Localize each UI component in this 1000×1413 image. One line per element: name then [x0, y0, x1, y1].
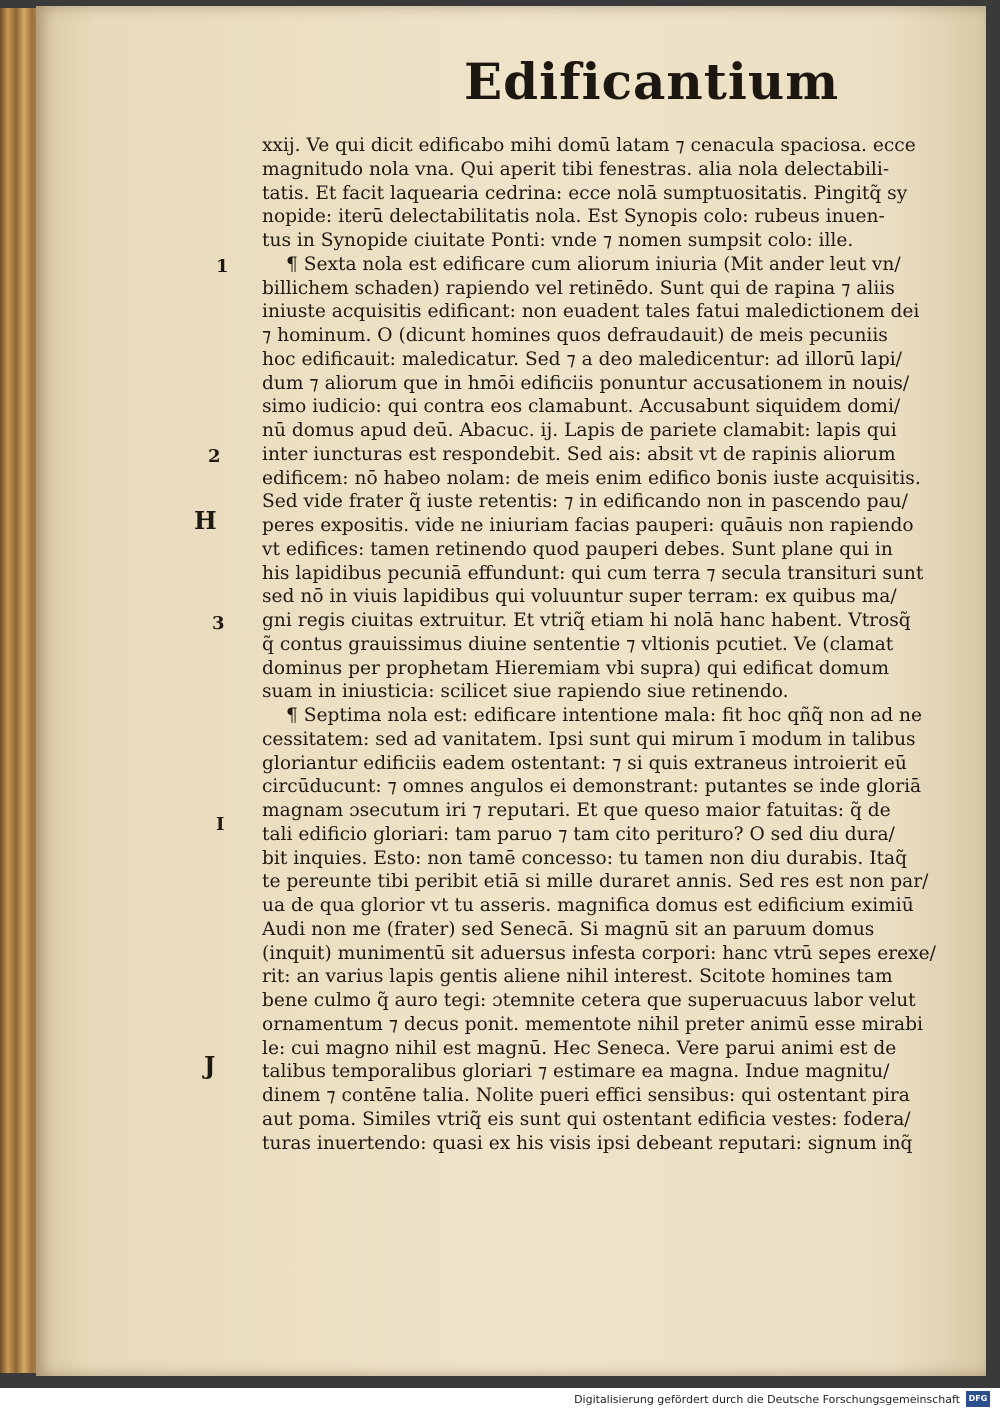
margin-mark: 2: [208, 446, 221, 467]
running-head: Edificantium: [464, 52, 840, 111]
text-line: Sed vide frater q̃ iuste retentis: ⁊ in edificando non in pascendo pau/: [262, 491, 908, 513]
margin-mark: H: [194, 506, 217, 535]
text-line: rit: an varius lapis gentis aliene nihil interest. Scitote homines tam: [262, 966, 893, 988]
text-line: vt edifices: tamen retinendo quod pauperi debes. Sunt plane qui in: [262, 538, 893, 560]
text-line: dominus per prophetam Hieremiam vbi supra) qui edificat domum: [262, 657, 890, 679]
text-line: cessitatem: sed ad vanitatem. Ipsi sunt qui mirum ī modum in talibus: [262, 728, 916, 750]
dfg-logo: DFG: [966, 1391, 990, 1407]
text-line: turas inuertendo: quasi ex his visis ipsi debeant reputari: signum inq̃: [262, 1132, 913, 1154]
text-line: le: cui magno nihil est magnū. Hec Seneca. Vere parui animi est de: [262, 1037, 897, 1059]
text-line: xxij. Ve qui dicit edificabo mihi domū latam ⁊ cenacula spaciosa. ecce: [262, 135, 916, 156]
text-line: tus in Synopide ciuitate Ponti: vnde ⁊ nomen sumpsit colo: ille.: [262, 230, 854, 251]
text-line: gloriantur edificiis eadem ostentant: ⁊ si quis extraneus introierit eū: [262, 752, 907, 774]
text-line: simo iudicio: qui contra eos clamabunt. Accusabunt siquidem domi/: [262, 396, 901, 418]
text-line: q̃ contus grauissimus diuine sententie ⁊ vltionis pcutiet. Ve (clamat: [262, 633, 894, 655]
text-line: magnitudo nola vna. Qui aperit tibi fenestras. alia nola delectabili-: [262, 158, 890, 180]
text-line: dum ⁊ aliorum que in hmōi edificiis ponuntur accusationem in nouis/: [262, 372, 910, 394]
book-fore-edge: [0, 8, 40, 1373]
text-line: tatis. Et facit laquearia cedrina: ecce nolā sumptuositatis. Pingitq̃ sy: [262, 182, 908, 204]
text-line: hoc edificauit: maledicatur. Sed ⁊ a deo maledicentur: ad illorū lapi/: [262, 348, 902, 370]
text-line: talibus temporalibus gloriari ⁊ estimare ea magna. Indue magnitu/: [262, 1061, 890, 1083]
text-line: peres expositis. vide ne iniuriam facias pauperi: quāuis non rapiendo: [262, 515, 914, 536]
body-text: [262, 134, 967, 1155]
text-line: te pereunte tibi peribit etiā si mille duraret annis. Sed res est non par/: [262, 871, 929, 893]
text-line: ornamentum ⁊ decus ponit. mementote nihil preter animū esse mirabi: [262, 1013, 923, 1035]
margin-mark: I: [216, 814, 225, 835]
text-line: suam in iniusticia: scilicet siue rapiendo siue retinendo.: [262, 681, 789, 703]
book-page: [36, 6, 986, 1376]
text-line: inter iuncturas est respondebit. Sed ais: absit vt de rapinis aliorum: [262, 443, 896, 465]
text-line: gni regis ciuitas extruitur. Et vtriq̃ etiam hi nolā hanc habent. Vtrosq̃: [262, 610, 911, 631]
text-line: bit inquies. Esto: non tamē concesso: tu tamen non diu durabis. Itaq̃: [262, 847, 908, 869]
margin-mark: J: [204, 1051, 216, 1080]
funding-notice: Digitalisierung gefördert durch die Deutsche Forschungsgemeinschaft: [574, 1393, 960, 1406]
text-line: aut poma. Similes vtriq̃ eis sunt qui ostentant edificia vestes: fodera/: [262, 1108, 911, 1130]
text-line: ¶ Sexta nola est edificare cum aliorum iniuria (Mit ander leut vn/: [286, 253, 901, 275]
text-line: edificem: nō habeo nolam: de meis enim edifico bonis iuste acquisitis.: [262, 467, 921, 489]
text-line: ⁊ hominum. O (dicunt homines quos defraudauit) de meis pecuniis: [262, 325, 888, 346]
margin-mark: 3: [212, 613, 225, 634]
text-line: sed nō in viuis lapidibus qui voluuntur super terram: ex quibus ma/: [262, 586, 897, 608]
text-line: ¶ Septima nola est: edificare intentione mala: fit hoc qñq̃ non ad ne: [286, 705, 922, 726]
text-line: (inquit) munimentū sit aduersus infesta corpori: hanc vtrū sepes erexe/: [262, 942, 936, 964]
text-line: dinem ⁊ contēne talia. Nolite pueri effici sensibus: qui ostentant pira: [262, 1085, 910, 1106]
text-line: bene culmo q̃ auro tegi: ɔtemnite cetera que superuacuus labor velut: [262, 990, 916, 1011]
text-line: billichem schaden) rapiendo vel retinēdo. Sunt qui de rapina ⁊ aliis: [262, 277, 895, 299]
text-line: iniuste acquisitis edificant: non euadent tales fatui maledictionem dei: [262, 301, 920, 323]
text-line: circūducunt: ⁊ omnes angulos ei demonstrant: putantes se inde gloriā: [262, 776, 922, 798]
text-line: his lapidibus pecuniā effundunt: qui cum terra ⁊ secula transituri sunt: [262, 562, 924, 584]
text-line: magnam ɔsecutum iri ⁊ reputari. Et que queso maior fatuitas: q̃ de: [262, 800, 891, 821]
text-line: nopide: iterū delectabilitatis nola. Est Synopis colo: rubeus inuen-: [262, 206, 885, 228]
text-line: ua de qua glorior vt tu asseris. magnifica domus est edificium eximiū: [262, 895, 914, 916]
text-line: nū domus apud deū. Abacuc. ij. Lapis de pariete clamabit: lapis qui: [262, 420, 897, 441]
text-line: Audi non me (frater) sed Senecā. Si magnū sit an paruum domus: [262, 918, 875, 940]
footer-bar: [0, 1388, 1000, 1413]
text-line: tali edificio gloriari: tam paruo ⁊ tam cito perituro? O sed diu dura/: [262, 823, 895, 845]
margin-mark: 1: [216, 256, 229, 277]
